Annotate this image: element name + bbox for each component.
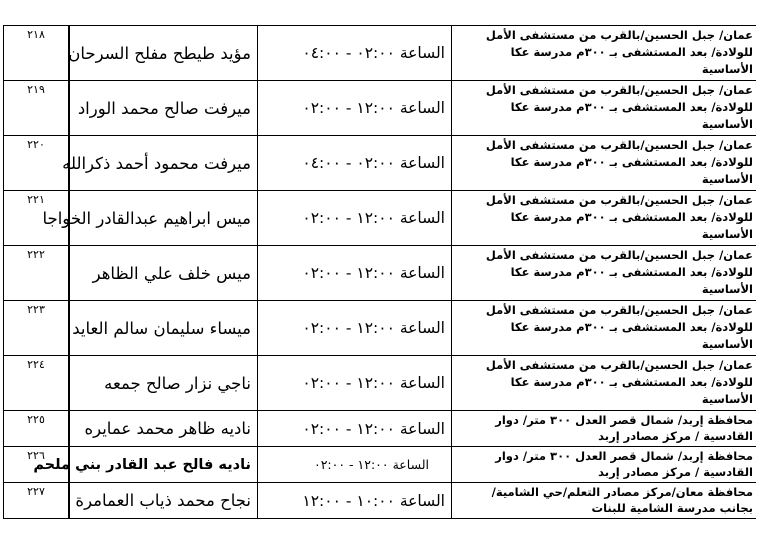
row-number: ٢٢١ [3, 191, 69, 245]
person-name: مؤيد طيطح مفلح السرحان [69, 26, 257, 80]
address: محافظة معان/مركز مصادر التعلم/حي الشامية/ بجانب مدرسة الشامية للبنات [451, 483, 756, 518]
row-number: ٢٢٤ [3, 356, 69, 410]
time-slot: الساعة ١٢:٠٠ - ٠٢:٠٠ [257, 411, 451, 446]
row-number: ٢٢٧ [3, 483, 69, 518]
table-row [3, 356, 756, 411]
person-name: ميرفت محمود أحمد ذكرالله [69, 136, 257, 190]
table-row [3, 136, 756, 191]
row-number: ٢١٨ [3, 26, 69, 80]
person-name: ميس خلف علي الظاهر [69, 246, 257, 300]
person-name: ميس ابراهيم عبدالقادر الخواجا [69, 191, 257, 245]
row-number: ٢٢٥ [3, 411, 69, 446]
row-number: ٢٢٣ [3, 301, 69, 355]
person-name: ميرفت صالح محمد الوراد [69, 81, 257, 135]
address: عمان/ جبل الحسين/بالقرب من مستشفى الأمل للولادة/ بعد المستشفى بـ ٣٠٠م مدرسة عكا الأساسية [451, 136, 756, 190]
address: عمان/ جبل الحسين/بالقرب من مستشفى الأمل للولادة/ بعد المستشفى بـ ٣٠٠م مدرسة عكا الأساسية [451, 26, 756, 80]
row-number: ٢١٩ [3, 81, 69, 135]
person-name: ميساء سليمان سالم العايد [69, 301, 257, 355]
row-number: ٢٢٠ [3, 136, 69, 190]
table-row [3, 26, 756, 81]
row-number: ٢٢٦ [3, 447, 69, 482]
address: عمان/ جبل الحسين/بالقرب من مستشفى الأمل للولادة/ بعد المستشفى بـ ٣٠٠م مدرسة عكا الأساسية [451, 356, 756, 410]
person-name: نجاح محمد ذياب العمامرة [69, 483, 257, 518]
time-slot: الساعة ٠٢:٠٠ - ٠٤:٠٠ [257, 136, 451, 190]
address: عمان/ جبل الحسين/بالقرب من مستشفى الأمل للولادة/ بعد المستشفى بـ ٣٠٠م مدرسة عكا الأساسية [451, 191, 756, 245]
table-row [3, 483, 756, 519]
address: محافظة إربد/ شمال قصر العدل ٣٠٠ متر/ دوار القادسية / مركز مصادر إربد [451, 411, 756, 446]
row-number: ٢٢٢ [3, 246, 69, 300]
table-row [3, 81, 756, 136]
time-slot: الساعة ١٢:٠٠ - ٠٢:٠٠ [257, 447, 451, 482]
time-slot: الساعة ١٢:٠٠ - ٠٢:٠٠ [257, 301, 451, 355]
person-name: ناجي نزار صالح جمعه [69, 356, 257, 410]
table-row [3, 411, 756, 447]
time-slot: الساعة ١٠:٠٠ - ١٢:٠٠ [257, 483, 451, 518]
table-row [3, 301, 756, 356]
schedule-table [3, 25, 756, 519]
address: عمان/ جبل الحسين/بالقرب من مستشفى الأمل للولادة/ بعد المستشفى بـ ٣٠٠م مدرسة عكا الأساسية [451, 301, 756, 355]
time-slot: الساعة ١٢:٠٠ - ٠٢:٠٠ [257, 81, 451, 135]
person-name: ناديه ظاهر محمد عمايره [69, 411, 257, 446]
time-slot: الساعة ١٢:٠٠ - ٠٢:٠٠ [257, 191, 451, 245]
address: محافظة إربد/ شمال قصر العدل ٣٠٠ متر/ دوار القادسية / مركز مصادر إربد [451, 447, 756, 482]
address: عمان/ جبل الحسين/بالقرب من مستشفى الأمل للولادة/ بعد المستشفى بـ ٣٠٠م مدرسة عكا الأساسية [451, 246, 756, 300]
person-name: ناديه فالح عبد القادر بني ملحم [69, 447, 257, 482]
time-slot: الساعة ٠٢:٠٠ - ٠٤:٠٠ [257, 26, 451, 80]
time-slot: الساعة ١٢:٠٠ - ٠٢:٠٠ [257, 356, 451, 410]
address: عمان/ جبل الحسين/بالقرب من مستشفى الأمل للولادة/ بعد المستشفى بـ ٣٠٠م مدرسة عكا الأساسية [451, 81, 756, 135]
table-row [3, 246, 756, 301]
table-row [3, 191, 756, 246]
table-row [3, 447, 756, 483]
time-slot: الساعة ١٢:٠٠ - ٠٢:٠٠ [257, 246, 451, 300]
